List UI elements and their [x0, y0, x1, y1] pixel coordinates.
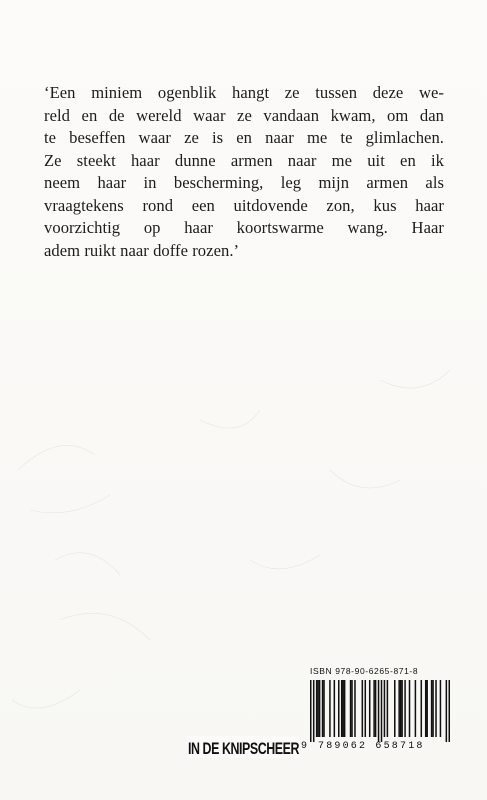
barcode-bar: [398, 680, 400, 737]
barcode-bar: [449, 680, 450, 742]
quote-line: reld en de wereld waar ze vandaan kwam, om dan: [44, 105, 444, 125]
isbn-label: ISBN 978-90-6265-871-8: [310, 666, 419, 676]
barcode-bar: [425, 680, 427, 737]
barcode-bar: [338, 680, 340, 737]
barcode-bar: [362, 680, 364, 737]
barcode-bar: [341, 680, 343, 737]
barcode-bar: [384, 680, 386, 737]
publisher-logo: [187, 736, 300, 758]
barcode-bar: [394, 680, 396, 737]
barcode-bar: [342, 680, 344, 737]
barcode-bar: [369, 680, 371, 737]
barcode-bar: [351, 680, 353, 737]
barcode-bar: [446, 680, 448, 742]
barcode-bar: [400, 680, 402, 737]
barcode-bar: [323, 680, 325, 737]
barcode-bar: [313, 680, 315, 742]
barcode-bar: [350, 680, 352, 737]
barcode-bar: [435, 680, 437, 737]
barcode-bar: [381, 680, 383, 742]
svg-text:IN DE KNIPSCHEER: IN DE KNIPSCHEER: [188, 739, 300, 758]
barcode-bar: [310, 680, 312, 742]
barcode-bar: [373, 680, 375, 737]
barcode-bar: [421, 680, 423, 737]
barcode-bar: [378, 680, 380, 742]
back-cover-quote: [44, 82, 444, 262]
barcode-bar: [431, 680, 433, 737]
barcode-bar: [409, 680, 411, 737]
barcode-bar: [322, 680, 324, 737]
quote-line: neem haar in bescherming, leg mijn armen als: [44, 173, 444, 192]
barcode-bar: [317, 680, 319, 737]
quote-line: ‘Een miniem ogenblik hangt ze tussen deze we-: [44, 83, 444, 102]
isbn-barcode-block: [301, 666, 450, 786]
barcode-bar: [415, 680, 417, 737]
barcode-bar: [387, 680, 389, 737]
barcode-digits: 789062 658718: [318, 741, 425, 752]
barcode-bar: [426, 680, 428, 737]
barcode-bar: [401, 680, 403, 737]
barcode-bar: [440, 680, 442, 737]
quote-line: te beseffen waar ze is en naar me te glimlachen.: [44, 128, 444, 147]
barcode-bar: [334, 680, 336, 737]
barcode-bar: [354, 680, 356, 737]
barcode-bar: [319, 680, 321, 737]
barcode-bar: [404, 680, 406, 737]
barcode-bar: [316, 680, 318, 737]
quote-line: voorzichtig op haar koortswarme wang. Haar: [44, 218, 444, 237]
barcode-bar: [365, 680, 367, 737]
barcode-bar: [329, 680, 331, 737]
quote-line: adem ruikt naar doffe rozen.’: [44, 240, 240, 260]
barcode-first-digit: 9: [301, 741, 308, 752]
barcode-icon: [310, 680, 450, 742]
quote-line: vraagtekens rond een uitdovende zon, kus haar: [44, 195, 444, 215]
quote-line: Ze steekt haar dunne armen naar me uit en ik: [44, 150, 444, 170]
barcode-bar: [432, 680, 434, 737]
barcode-bar: [375, 680, 377, 737]
barcode-bar: [344, 680, 346, 737]
